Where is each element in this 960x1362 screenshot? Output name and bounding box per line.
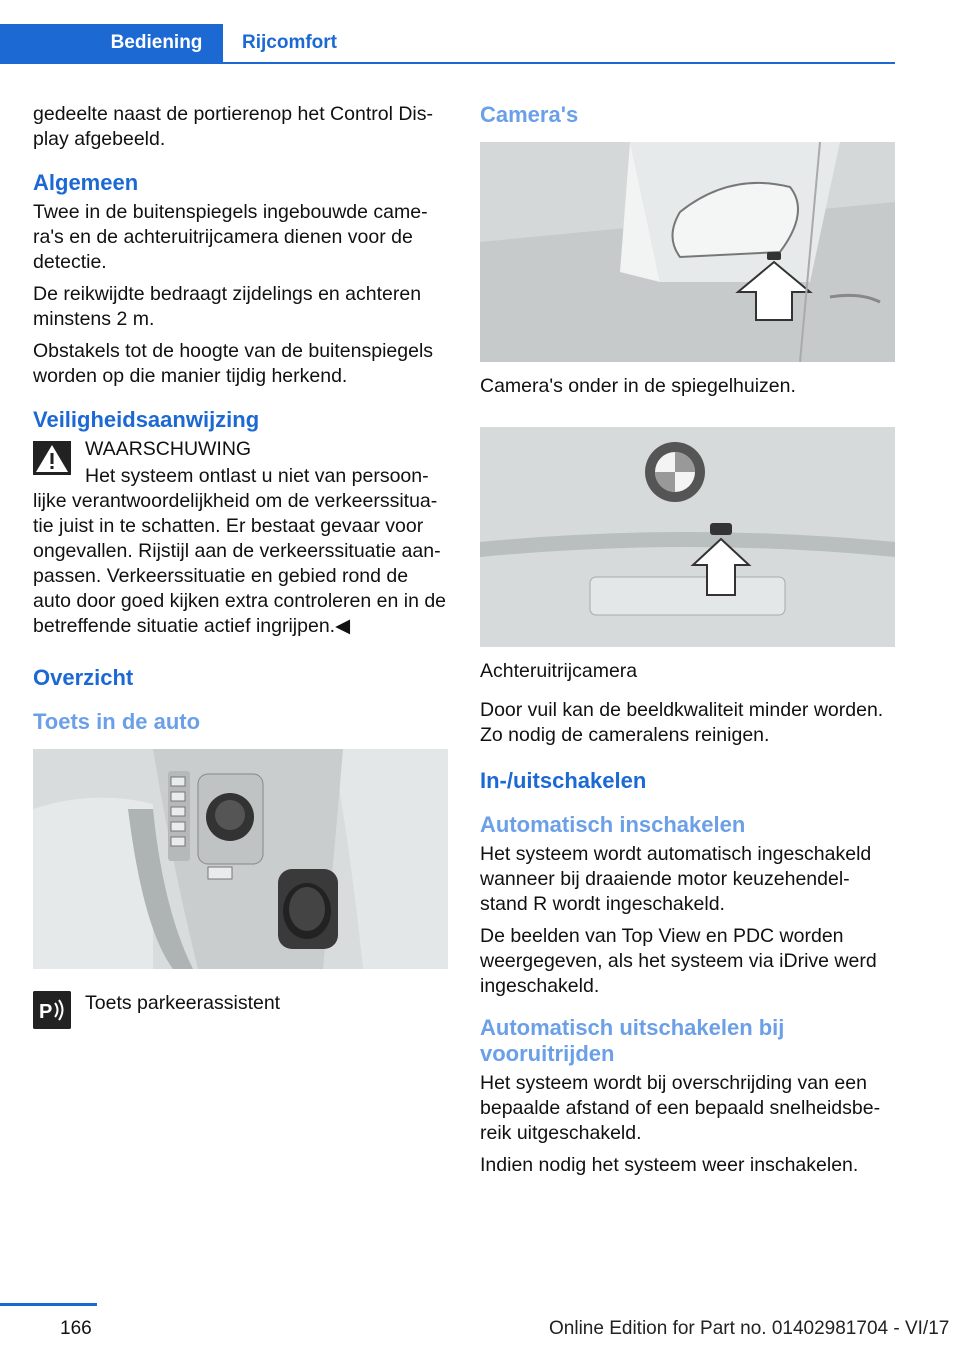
rear-camera-image: [480, 427, 895, 647]
page-number: 166: [60, 1318, 92, 1339]
caption-achteruitrijcamera: Achteruitrijcamera: [480, 660, 638, 682]
left-column: [33, 102, 448, 1023]
warning-triangle-icon: [33, 441, 71, 475]
heading-algemeen: Algemeen: [33, 170, 139, 195]
algemeen-paragraph-2: De reikwijdte bedraagt zijdelings en achteren minstens 2 m.: [33, 283, 422, 330]
caption-cameras: Camera's onder in de spiegelhuizen.: [480, 375, 796, 397]
warning-text: Het systeem ontlast u niet van persoon-lijke verantwoordelijkheid om de verkeerssitua-tie juist in te schatten. Er bestaat gevaar voor ongevallen. Rijstijl aan de verkeerssituatie aan-passen. Verkeerssituatie en gebied rond de auto door goed kijken extra controleren en in de betreffende situatie actief ingrijpen.◀: [33, 465, 447, 637]
heading-toets-in-de-auto: Toets in de auto: [33, 709, 201, 734]
auto-uit-paragraph-2: Indien nodig het systeem weer inschakelen.: [480, 1154, 859, 1176]
warning-label: WAARSCHUWING: [85, 438, 252, 460]
header-tabbar: [0, 24, 895, 64]
console-button-image: [33, 749, 448, 969]
algemeen-paragraph-3: Obstakels tot de hoogte van de buitenspiegels worden op die manier tijdig herkend.: [33, 340, 434, 387]
svg-text:P: P: [39, 1001, 53, 1023]
heading-in-uitschakelen: In-/uitschakelen: [480, 768, 647, 793]
heading-automatisch-inschakelen: Automatisch inschakelen: [480, 812, 746, 837]
tab-bediening[interactable]: Bediening: [0, 24, 223, 62]
heading-veiligheidsaanwijzing: Veiligheidsaanwijzing: [33, 407, 260, 432]
right-column: [480, 102, 895, 1185]
intro-paragraph: gedeelte naast de portierenop het Control Dis-play afgebeeld.: [33, 103, 433, 150]
toets-caption-row: [33, 991, 448, 1023]
algemeen-paragraph-1: Twee in de buitenspiegels ingebouwde came-ra's en de achteruitrijcamera dienen voor de detectie.: [33, 201, 428, 273]
footer-accent-line: [0, 1303, 97, 1306]
heading-overzicht: Overzicht: [33, 665, 134, 690]
auto-uit-paragraph-1: Het systeem wordt bij overschrijding van een bepaalde afstand of een bepaald snelheidsbe-reik uitgeschakeld.: [480, 1072, 881, 1144]
park-assist-icon: [33, 991, 71, 1029]
heading-automatisch-uitschakelen: Automatisch uitschakelen bij vooruitrijden: [480, 1015, 785, 1066]
footer-edition: Online Edition for Part no. 01402981704 - VI/17: [549, 1318, 950, 1339]
paragraph-vuil: Door vuil kan de beeldkwaliteit minder worden. Zo nodig de cameralens reinigen.: [480, 699, 884, 746]
auto-in-paragraph-2: De beelden van Top View en PDC worden weergegeven, als het systeem via iDrive werd ingeschakeld.: [480, 925, 877, 997]
tab-rijcomfort[interactable]: Rijcomfort: [242, 32, 337, 53]
toets-caption: Toets parkeerassistent: [85, 992, 281, 1014]
heading-cameras: Camera's: [480, 102, 579, 127]
mirror-camera-image: [480, 142, 895, 362]
auto-in-paragraph-1: Het systeem wordt automatisch ingeschakeld wanneer bij draaiende motor keuzehendel-stand R wordt ingeschakeld.: [480, 843, 872, 915]
warning-block: [33, 437, 448, 639]
